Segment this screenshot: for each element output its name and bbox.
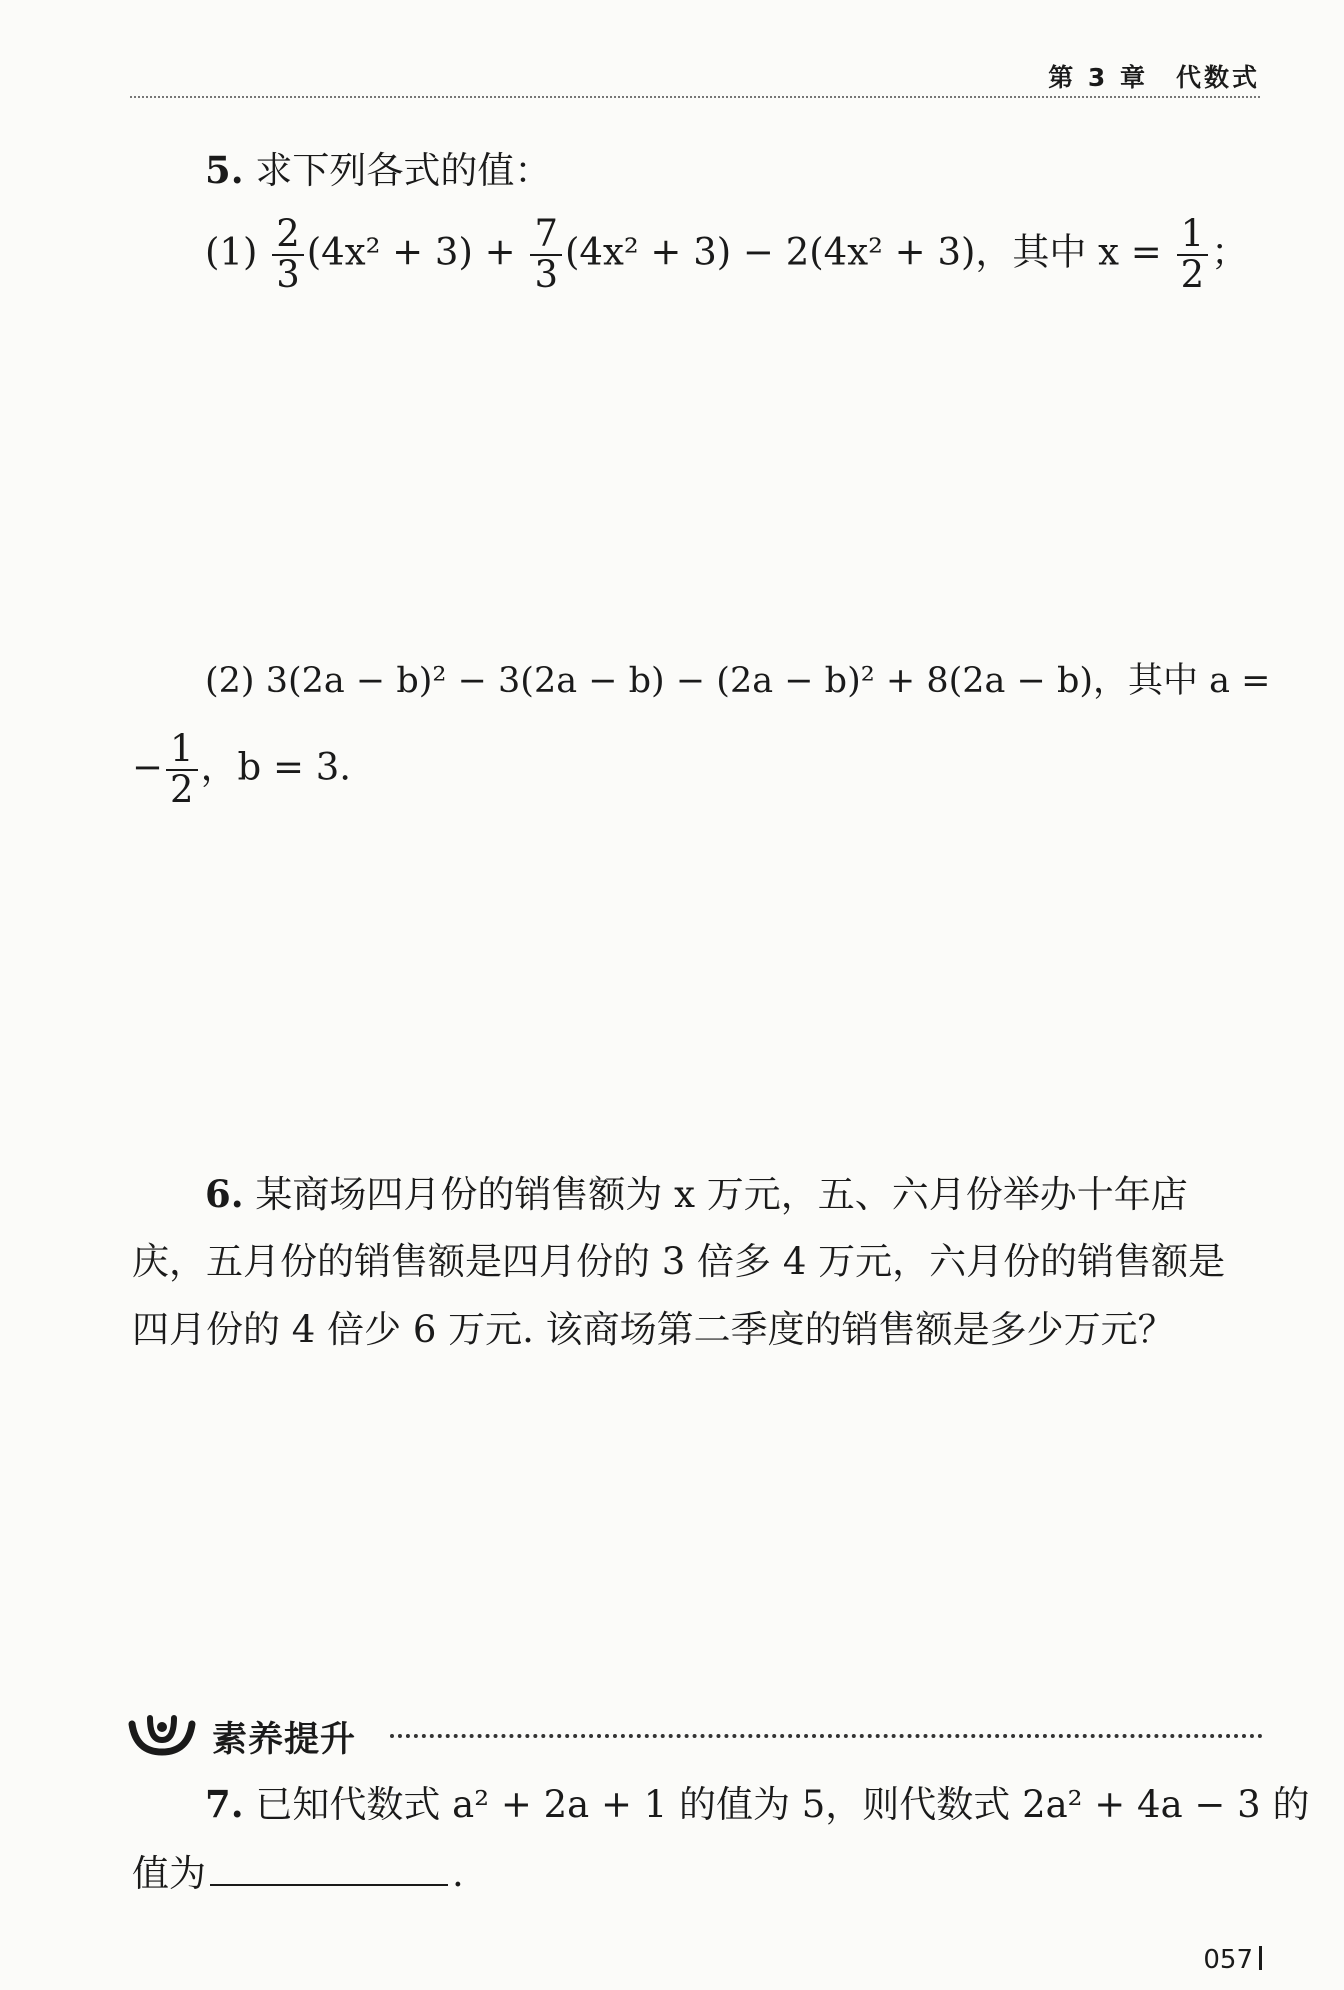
fraction xyxy=(1177,212,1209,296)
fraction-denominator: 3 xyxy=(530,254,562,295)
part-label: (2) xyxy=(205,661,255,701)
question-text: 某商场四月份的销售额为 x 万元，五、六月份举办十年店 xyxy=(255,1173,1188,1216)
fraction-numerator: 2 xyxy=(276,212,300,255)
answer-blank[interactable] xyxy=(210,1850,448,1886)
fraction-numerator: 1 xyxy=(170,727,194,770)
question-text: 已知代数式 a² + 2a + 1 的值为 5，则代数式 2a² + 4a − 3 的 xyxy=(255,1783,1310,1826)
minus-sign: − xyxy=(132,745,164,789)
expression-text: (4x² + 3) + xyxy=(306,230,516,274)
expression-text: (4x² + 3) − 2(4x² + 3)，其中 x = xyxy=(565,230,1162,274)
chapter-header: 第 3 章 代数式 xyxy=(1048,63,1260,92)
question-text: 值为 xyxy=(132,1852,206,1895)
fraction-denominator: 2 xyxy=(1177,254,1209,295)
fraction xyxy=(530,212,562,296)
question-number: 7. xyxy=(205,1782,244,1826)
question-6-line-3: 四月份的 4 倍少 6 万元. 该商场第二季度的销售额是多少万元？ xyxy=(132,1308,1175,1351)
question-5-part-2-line-2 xyxy=(132,727,352,811)
header-divider xyxy=(130,96,1260,98)
question-7-line-2 xyxy=(132,1850,464,1896)
expression-end: ； xyxy=(1211,230,1249,274)
fraction-denominator: 3 xyxy=(272,254,304,295)
part-label: (1) xyxy=(205,230,258,274)
page-number-text: 057 xyxy=(1203,1945,1253,1975)
section-divider xyxy=(390,1734,1263,1738)
question-5-part-1 xyxy=(205,212,1249,296)
section-title: 素养提升 xyxy=(212,1720,357,1760)
fraction-numerator: 7 xyxy=(534,212,558,255)
fraction-numerator: 1 xyxy=(1180,212,1205,255)
question-5-part-2-line-1 xyxy=(205,660,1270,702)
expression-text: 3(2a − b)² − 3(2a − b) − (2a − b)² + 8(2a − b)，其中 a = xyxy=(265,661,1271,701)
question-number: 5. xyxy=(205,148,244,192)
page-number xyxy=(1203,1945,1262,1975)
sentence-end: . xyxy=(452,1852,464,1895)
question-6-line-2: 庆，五月份的销售额是四月份的 3 倍多 4 万元，六月份的销售额是 xyxy=(132,1240,1226,1283)
question-number: 6. xyxy=(205,1172,244,1216)
question-6-line-1 xyxy=(205,1172,1188,1217)
question-7-line-1 xyxy=(205,1782,1309,1827)
question-text: 求下列各式的值： xyxy=(255,149,552,192)
page-number-bar xyxy=(1259,1946,1262,1970)
expression-text: ，b = 3. xyxy=(200,745,352,789)
question-5-prompt xyxy=(205,148,551,193)
fraction-denominator: 2 xyxy=(166,769,198,810)
section-header xyxy=(128,1710,1263,1758)
fraction xyxy=(272,212,304,296)
ear-shape-icon xyxy=(128,1712,196,1756)
fraction xyxy=(166,727,198,811)
